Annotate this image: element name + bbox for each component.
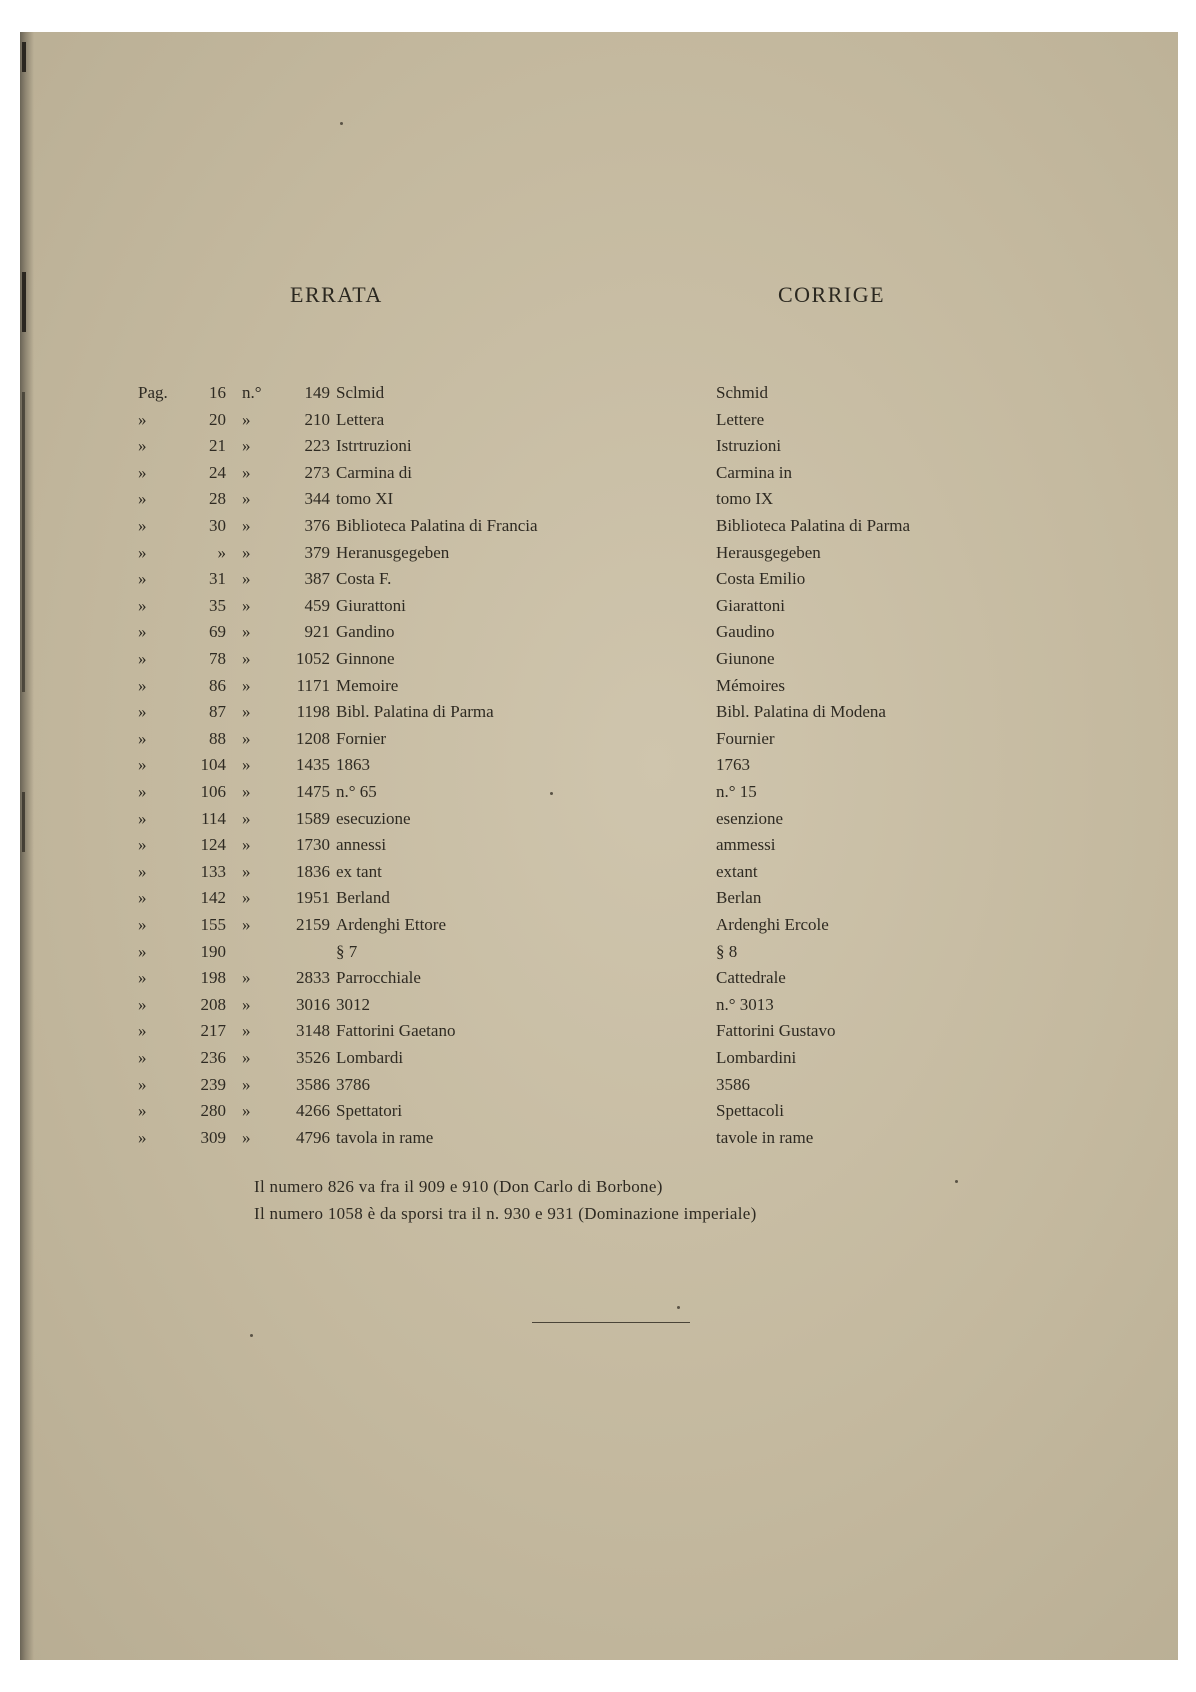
entry-number: 376 <box>304 516 330 535</box>
corrige-text: Costa Emilio <box>716 569 806 589</box>
page-number: 86 <box>209 675 226 695</box>
page-label: » <box>138 1101 147 1121</box>
paper-speck <box>250 1334 253 1337</box>
errata-text: tomo XI <box>336 489 394 509</box>
entry-marker: » <box>242 542 251 562</box>
errata-text: § 7 <box>336 941 358 961</box>
errata-row <box>20 939 1178 965</box>
page-label: » <box>138 649 147 668</box>
entry-number: 4796 <box>296 1127 330 1147</box>
errata-text: Istrtruzioni <box>336 436 412 456</box>
errata-text: Costa F. <box>336 569 392 589</box>
page-label: » <box>138 595 147 615</box>
note-line: Il numero 1058 è da sporsi tra il n. 930 e 931 (Dominazione imperiale) <box>254 1204 757 1223</box>
errata-text: Bibl. Palatina di Parma <box>336 702 494 722</box>
errata-row <box>20 407 1178 433</box>
entry-marker: » <box>242 569 251 589</box>
errata-row <box>20 513 1178 539</box>
entry-marker: » <box>242 489 251 509</box>
entry-number: 1208 <box>296 728 330 748</box>
entry-marker: » <box>242 1074 251 1094</box>
corrige-text: Spettacoli <box>716 1101 784 1121</box>
errata-text: tavola in rame <box>336 1127 434 1147</box>
page-label: » <box>138 622 147 642</box>
errata-row <box>20 965 1178 991</box>
corrige-text: Giunone <box>716 649 775 668</box>
entry-marker: » <box>242 1127 251 1147</box>
entry-marker: » <box>242 782 251 801</box>
entry-number: 3586 <box>296 1074 330 1094</box>
entry-marker: » <box>242 649 251 668</box>
paper-speck <box>955 1180 958 1183</box>
errata-text: Heranusgegeben <box>336 542 450 562</box>
corrige-text: Mémoires <box>716 675 785 695</box>
page-label: » <box>138 675 147 695</box>
entry-marker: » <box>242 1021 251 1041</box>
entry-number: 2833 <box>296 968 330 988</box>
page-label: » <box>138 1127 147 1147</box>
page-label: » <box>138 1048 147 1067</box>
page-number: 239 <box>200 1074 226 1094</box>
corrige-text: Berlan <box>716 888 762 908</box>
page-label: » <box>138 1074 147 1094</box>
errata-text: Fattorini Gaetano <box>336 1021 456 1041</box>
page-number: 190 <box>200 941 226 961</box>
page-label: » <box>138 569 147 589</box>
corrige-text: Giarattoni <box>716 595 785 615</box>
entry-number: 273 <box>304 462 330 482</box>
entry-number: 459 <box>304 595 330 615</box>
entry-number: 1836 <box>296 861 330 881</box>
corrige-text: Gaudino <box>716 622 775 642</box>
page-label: » <box>138 941 147 961</box>
page-label: » <box>138 409 147 429</box>
errata-row <box>20 1125 1178 1151</box>
page-number: 87 <box>209 702 226 722</box>
errata-text: ex tant <box>336 861 382 881</box>
page-label: » <box>138 968 147 988</box>
page-label: » <box>138 462 147 482</box>
errata-row <box>20 1072 1178 1098</box>
page-number: 28 <box>209 489 226 509</box>
errata-row <box>20 566 1178 592</box>
entry-marker: » <box>242 462 251 482</box>
corrige-text: Bibl. Palatina di Modena <box>716 702 886 722</box>
page-number: 142 <box>200 888 226 908</box>
errata-text: Berland <box>336 888 390 908</box>
entry-number: 387 <box>304 569 330 589</box>
entry-number: 4266 <box>296 1101 330 1121</box>
entry-marker: » <box>242 915 251 934</box>
page-label: » <box>138 702 147 722</box>
entry-marker: » <box>242 1101 251 1121</box>
page-label: » <box>138 516 147 535</box>
corrige-text: 1763 <box>716 755 750 775</box>
page-number: 104 <box>200 755 226 775</box>
page-number: 124 <box>200 835 226 855</box>
page-label: » <box>138 994 147 1014</box>
errata-row <box>20 1018 1178 1044</box>
entry-number: 1435 <box>296 755 330 775</box>
entry-number: 2159 <box>296 915 330 934</box>
corrige-text: n.° 15 <box>716 782 757 801</box>
errata-row <box>20 486 1178 512</box>
errata-text: annessi <box>336 835 387 855</box>
errata-text: Memoire <box>336 675 399 695</box>
page-number: » <box>217 542 226 562</box>
errata-row <box>20 752 1178 778</box>
page-number: 16 <box>209 383 226 402</box>
entry-marker: n.° <box>242 383 262 402</box>
page-number: 35 <box>209 595 226 615</box>
entry-marker: » <box>242 994 251 1014</box>
page-label: » <box>138 782 147 801</box>
corrige-heading: CORRIGE <box>778 282 886 307</box>
page-number: 21 <box>209 436 226 456</box>
page-label: » <box>138 915 147 934</box>
entry-number: 1730 <box>296 835 330 855</box>
entry-number: 1198 <box>296 702 330 722</box>
corrige-text: Herausgegeben <box>716 542 821 562</box>
entry-marker: » <box>242 835 251 855</box>
page-label: » <box>138 835 147 855</box>
page-number: 88 <box>209 728 226 748</box>
entry-number: 210 <box>304 409 330 429</box>
errata-row <box>20 380 1178 406</box>
corrige-text: Lombardini <box>716 1048 797 1067</box>
entry-marker: » <box>242 968 251 988</box>
corrige-text: 3586 <box>716 1074 750 1094</box>
paper-sheet <box>20 32 1178 1660</box>
entry-marker: » <box>242 861 251 881</box>
page-label: » <box>138 728 147 748</box>
page-number: 133 <box>200 861 226 881</box>
entry-number: 344 <box>304 489 330 509</box>
entry-number: 379 <box>304 542 330 562</box>
errata-row <box>20 1098 1178 1124</box>
corrige-text: ammessi <box>716 835 776 855</box>
entry-number: 3148 <box>296 1021 330 1041</box>
errata-row <box>20 992 1178 1018</box>
corrige-text: § 8 <box>716 941 738 961</box>
paper-speck <box>677 1306 680 1309</box>
entry-marker: » <box>242 728 251 748</box>
errata-text: Lombardi <box>336 1048 404 1067</box>
page-number: 198 <box>200 968 226 988</box>
binding-mark <box>22 272 26 332</box>
errata-text: n.° 65 <box>336 782 377 801</box>
corrige-text: extant <box>716 861 758 881</box>
page-label: » <box>138 489 147 509</box>
errata-row <box>20 433 1178 459</box>
page-number: 114 <box>201 808 226 828</box>
errata-row <box>20 885 1178 911</box>
corrige-text: Istruzioni <box>716 436 782 456</box>
errata-row <box>20 1045 1178 1071</box>
errata-heading: ERRATA <box>290 282 383 307</box>
corrige-text: Schmid <box>716 383 768 402</box>
errata-row <box>20 779 1178 805</box>
entry-marker: » <box>242 702 251 722</box>
errata-row <box>20 593 1178 619</box>
page-number: 30 <box>209 516 226 535</box>
errata-text: 1863 <box>336 755 370 775</box>
entry-number: 3526 <box>296 1048 330 1067</box>
corrige-text: n.° 3013 <box>716 994 774 1014</box>
page-label: » <box>138 755 147 775</box>
corrige-text: Fattorini Gustavo <box>716 1021 836 1041</box>
entry-number: 1052 <box>296 649 330 668</box>
page-number: 309 <box>200 1127 226 1147</box>
binding-mark <box>22 42 26 72</box>
entry-number: 149 <box>304 383 330 402</box>
errata-text: esecuzione <box>336 808 411 828</box>
errata-text: Fornier <box>336 728 387 748</box>
page-label: » <box>138 888 147 908</box>
page-number: 69 <box>209 622 226 642</box>
entry-marker: » <box>242 622 251 642</box>
entry-marker: » <box>242 1048 251 1067</box>
entry-marker: » <box>242 409 251 429</box>
errata-row <box>20 646 1178 672</box>
errata-text: Spettatori <box>336 1101 403 1121</box>
entry-marker: » <box>242 808 251 828</box>
corrige-text: Carmina in <box>716 462 793 482</box>
errata-text: 3012 <box>336 994 370 1014</box>
errata-text: Lettera <box>336 409 385 429</box>
entry-marker: » <box>242 755 251 775</box>
entry-marker: » <box>242 595 251 615</box>
entry-number: 1475 <box>296 782 330 801</box>
page-number: 78 <box>209 649 226 668</box>
errata-row <box>20 619 1178 645</box>
errata-row <box>20 832 1178 858</box>
page-number: 31 <box>209 569 226 589</box>
errata-row <box>20 460 1178 486</box>
corrige-text: tomo IX <box>716 489 774 509</box>
page-label: Pag. <box>138 383 168 402</box>
entry-marker: » <box>242 436 251 456</box>
page-number: 280 <box>200 1101 226 1121</box>
errata-row <box>20 540 1178 566</box>
page-number: 20 <box>209 409 226 429</box>
errata-text: Sclmid <box>336 383 385 402</box>
page-label: » <box>138 542 147 562</box>
entry-number: 223 <box>304 436 330 456</box>
note-line: Il numero 826 va fra il 909 e 910 (Don Carlo di Borbone) <box>254 1177 663 1196</box>
page-number: 24 <box>209 462 226 482</box>
page-number: 208 <box>200 994 226 1014</box>
errata-text: 3786 <box>336 1074 370 1094</box>
errata-text: Ginnone <box>336 649 395 668</box>
entry-number: 3016 <box>296 994 330 1014</box>
closing-rule <box>532 1322 690 1323</box>
errata-text: Giurattoni <box>336 595 406 615</box>
corrige-text: Ardenghi Ercole <box>716 915 829 934</box>
corrige-text: tavole in rame <box>716 1127 814 1147</box>
page-number: 236 <box>200 1048 226 1067</box>
page-label: » <box>138 436 147 456</box>
entry-marker: » <box>242 888 251 908</box>
page-number: 217 <box>200 1021 226 1041</box>
page-label: » <box>138 808 147 828</box>
errata-text: Carmina di <box>336 462 413 482</box>
corrige-text: esenzione <box>716 808 784 828</box>
errata-text: Gandino <box>336 622 395 642</box>
corrige-text: Lettere <box>716 409 765 429</box>
corrige-text: Fournier <box>716 728 775 748</box>
errata-row <box>20 859 1178 885</box>
errata-text: Ardenghi Ettore <box>336 915 446 934</box>
corrige-text: Cattedrale <box>716 968 786 988</box>
entry-number: 1951 <box>296 888 330 908</box>
entry-number: 921 <box>304 622 330 642</box>
errata-text: Parrocchiale <box>336 968 421 988</box>
entry-marker: » <box>242 675 251 695</box>
errata-row <box>20 699 1178 725</box>
corrige-text: Biblioteca Palatina di Parma <box>716 516 911 535</box>
errata-text: Biblioteca Palatina di Francia <box>336 516 538 535</box>
page-label: » <box>138 1021 147 1041</box>
entry-number: 1589 <box>296 808 330 828</box>
errata-row <box>20 806 1178 832</box>
page-label: » <box>138 861 147 881</box>
page-number: 155 <box>200 915 226 934</box>
errata-row <box>20 912 1178 938</box>
entry-number: 1171 <box>296 675 330 695</box>
errata-row <box>20 673 1178 699</box>
errata-row <box>20 726 1178 752</box>
paper-speck <box>340 122 343 125</box>
entry-marker: » <box>242 516 251 535</box>
page-number: 106 <box>200 782 226 801</box>
